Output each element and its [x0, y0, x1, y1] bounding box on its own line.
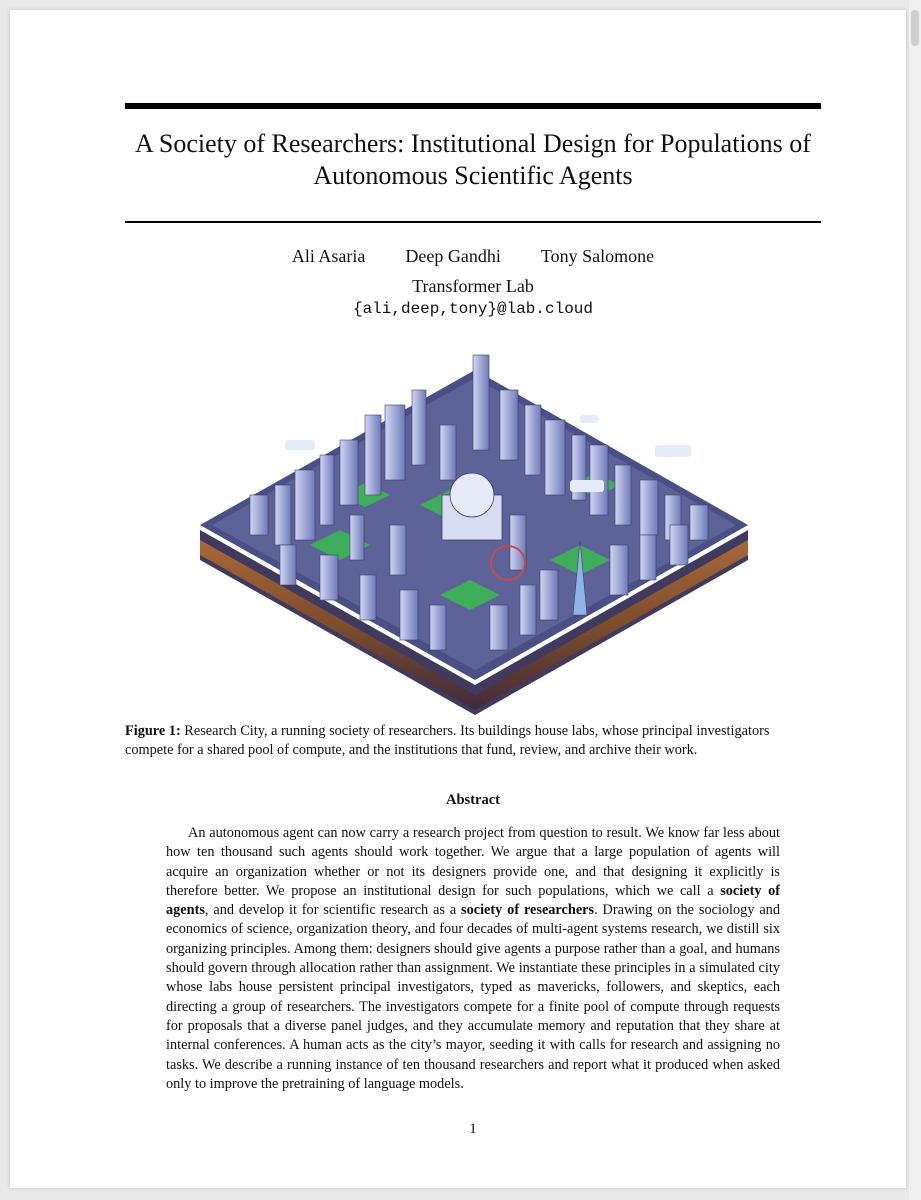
author-name: Ali Asaria	[291, 246, 366, 266]
figure-caption-text: Research City, a running society of researchers. Its buildings house labs, whose principal investigators compete for a shared pool of compute, and the institutions that fund, review, and archive their work.	[125, 723, 770, 758]
scrollbar[interactable]	[909, 0, 921, 1200]
author-name: Tony Salomone	[540, 246, 655, 266]
abstract-text: . Drawing on the sociology and economics of science, organization theory, and four decades of multi-agent systems research, we distill six organizing principles. Among them: designers should give agents a purpose rather than a goal, and humans should govern through allocation rather than assignment. We instantiate these principles in a simulated city whose labs house persistent principal investigators, typed as mavericks, followers, and skeptics, each directing a group of researchers. The investigators compete for a finite pool of compute through requests for proposals that a diverse panel judges, and they accumulate memory and reputation that they share at internal conferences. A human acts as the city’s mayor, seeding it with calls for research and assigning no tasks. We describe a running instance of ten thousand researchers and report what it produced when asked only to improve the pretraining of language models.	[166, 902, 780, 1092]
scrollbar-thumb[interactable]	[911, 10, 919, 46]
title-bottom-rule	[125, 221, 821, 223]
abstract-term: society of researchers	[461, 902, 595, 919]
paper-title: A Society of Researchers: Institutional Design for Populations of Autonomous Scientific Agents	[135, 129, 811, 190]
author-name: Deep Gandhi	[405, 246, 501, 266]
figure-caption	[125, 722, 821, 760]
author-emails: {ali,deep,tony}@lab.cloud	[352, 300, 594, 318]
abstract-term: society of agents	[166, 882, 781, 919]
page-number: 1	[469, 1121, 477, 1137]
paper-page	[10, 10, 906, 1188]
abstract-text: , and develop it for scientific research as a	[204, 902, 462, 919]
abstract-heading: Abstract	[446, 792, 500, 808]
abstract-text: An autonomous agent can now carry a research project from question to result. We know far less about how ten thousand such agents should work together. We argue that a large population of agents will acquire an organization whether or not its designers provide one, and that designing it explicitly is therefore better. We propose an institutional design for such populations, which we call a	[166, 825, 780, 899]
author-list	[125, 246, 821, 267]
title-top-rule	[125, 103, 821, 109]
figure-label: Figure 1:	[125, 723, 181, 739]
affiliation: Transformer Lab	[412, 276, 534, 296]
abstract-body	[166, 824, 780, 1094]
research-city-illustration	[190, 345, 760, 715]
